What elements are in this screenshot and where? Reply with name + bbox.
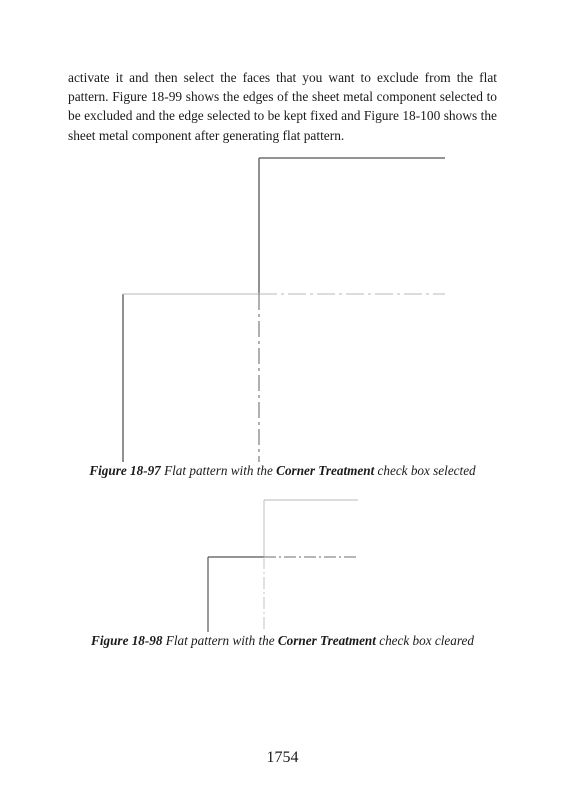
caption-text: check box selected (374, 463, 476, 478)
caption-bold-term: Corner Treatment (276, 463, 375, 478)
flat-pattern-corner-treatment-cleared (0, 490, 565, 635)
caption-text: Flat pattern with the (160, 463, 277, 478)
figure-18-97-caption (0, 463, 565, 479)
page-number: 1754 (266, 749, 299, 766)
caption-bold-term: Corner Treatment (277, 633, 376, 648)
figure-18-98-caption (0, 633, 565, 649)
caption-text: Flat pattern with the (162, 633, 278, 648)
figure-number: Figure 18-97 (89, 463, 161, 478)
figure-18-98-drawing (0, 490, 565, 635)
figure-number: Figure 18-98 (91, 633, 163, 648)
body-paragraph: activate it and then select the faces that you want to exclude from the flat pattern. Figure 18-99 shows the edges of the sheet metal component selected to be excluded and the edge selected to be kept fixed and Figure 18-100 shows the sheet metal component after generating flat pattern. (68, 70, 497, 143)
caption-text: check box cleared (375, 633, 474, 648)
